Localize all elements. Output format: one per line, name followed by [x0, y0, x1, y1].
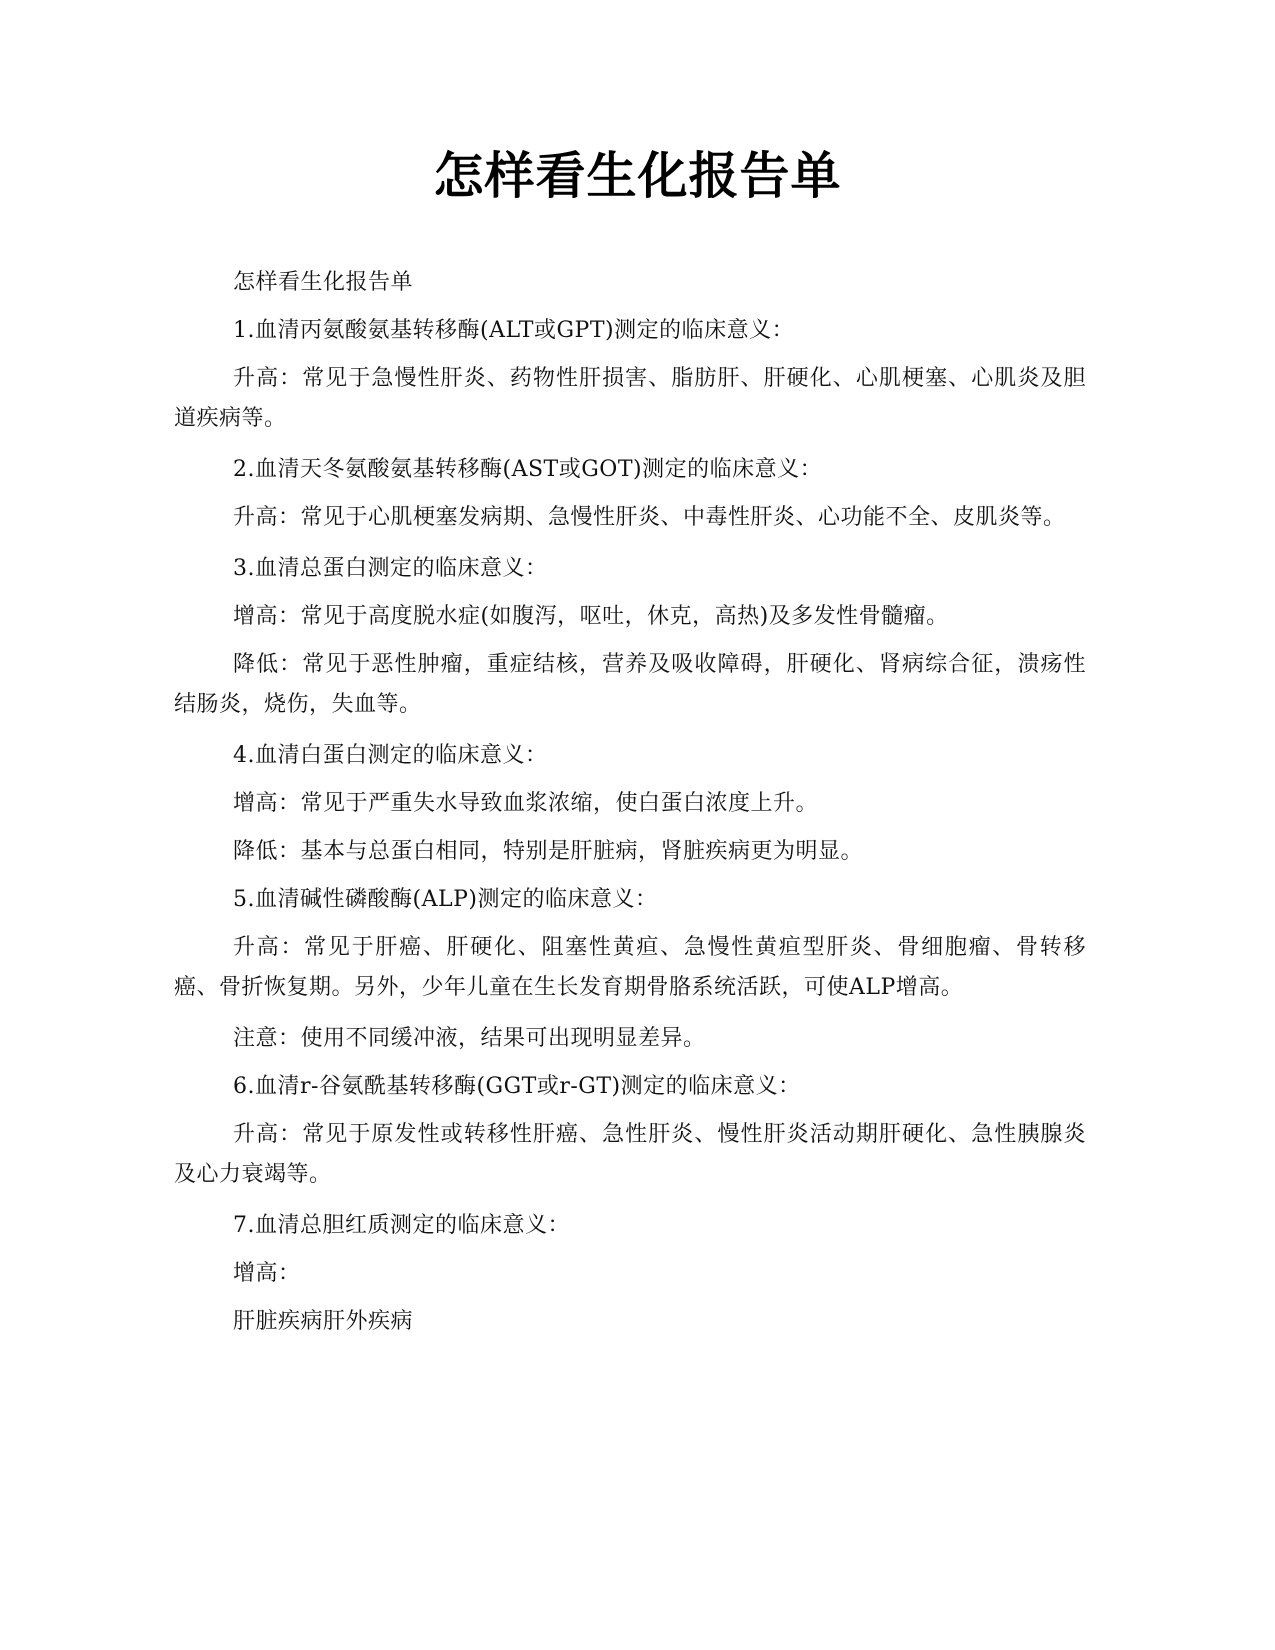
- paragraph-heading-ast: 2.血清天冬氨酸氨基转移酶(AST或GOT)测定的临床意义：: [233, 457, 823, 482]
- paragraph-alp-increase: 升高：常见于肝癌、肝硬化、阻塞性黄疸、急慢性黄疸型肝炎、骨细胞瘤、骨转移癌、骨折恢复期。另外，少年儿童在生长发育期骨胳系统活跃，可使ALP增高。: [174, 935, 1086, 1000]
- paragraph-heading-alt: 1.血清丙氨酸氨基转移酶(ALT或GPT)测定的临床意义：: [233, 318, 795, 343]
- paragraph-ggt-increase: 升高：常见于原发性或转移性肝癌、急性肝炎、慢性肝炎活动期肝硬化、急性胰腺炎及心力衰竭等。: [174, 1122, 1086, 1187]
- paragraph-ast-increase: 升高：常见于心肌梗塞发病期、急慢性肝炎、中毒性肝炎、心功能不全、皮肌炎等。: [233, 505, 1066, 530]
- paragraph-heading-bilirubin: 7.血清总胆红质测定的临床意义：: [233, 1213, 570, 1238]
- paragraph-alp-note: 注意：使用不同缓冲液，结果可出现明显差异。: [233, 1026, 706, 1051]
- document-body: [174, 266, 1086, 1353]
- document-title: 怎样看生化报告单: [433, 147, 842, 205]
- paragraph-heading-total-protein: 3.血清总蛋白测定的临床意义：: [233, 556, 548, 581]
- paragraph-heading-ggt: 6.血清r-谷氨酰基转移酶(GGT或r-GT)测定的临床意义：: [233, 1074, 801, 1099]
- paragraph-heading-albumin: 4.血清白蛋白测定的临床意义：: [233, 743, 548, 768]
- paragraph-bilirubin-causes: 肝脏疾病肝外疾病: [233, 1309, 414, 1334]
- paragraph-alt-increase: 升高：常见于急慢性肝炎、药物性肝损害、脂肪肝、肝硬化、心肌梗塞、心肌炎及胆道疾病等。: [174, 366, 1086, 431]
- paragraph-total-protein-decrease: 降低：常见于恶性肿瘤，重症结核，营养及吸收障碍，肝硬化、肾病综合征，溃疡性结肠炎，烧伤，失血等。: [174, 652, 1086, 717]
- paragraph-bilirubin-increase: 增高：: [233, 1261, 301, 1286]
- paragraph-subtitle: 怎样看生化报告单: [233, 270, 414, 295]
- paragraph-albumin-decrease: 降低：基本与总蛋白相同，特别是肝脏病，肾脏疾病更为明显。: [233, 839, 864, 864]
- paragraph-albumin-increase: 增高：常见于严重失水导致血浆浓缩，使白蛋白浓度上升。: [233, 791, 819, 816]
- paragraph-total-protein-increase: 增高：常见于高度脱水症(如腹泻，呕吐，休克，高热)及多发性骨髓瘤。: [233, 604, 949, 629]
- paragraph-heading-alp: 5.血清碱性磷酸酶(ALP)测定的临床意义：: [233, 887, 658, 912]
